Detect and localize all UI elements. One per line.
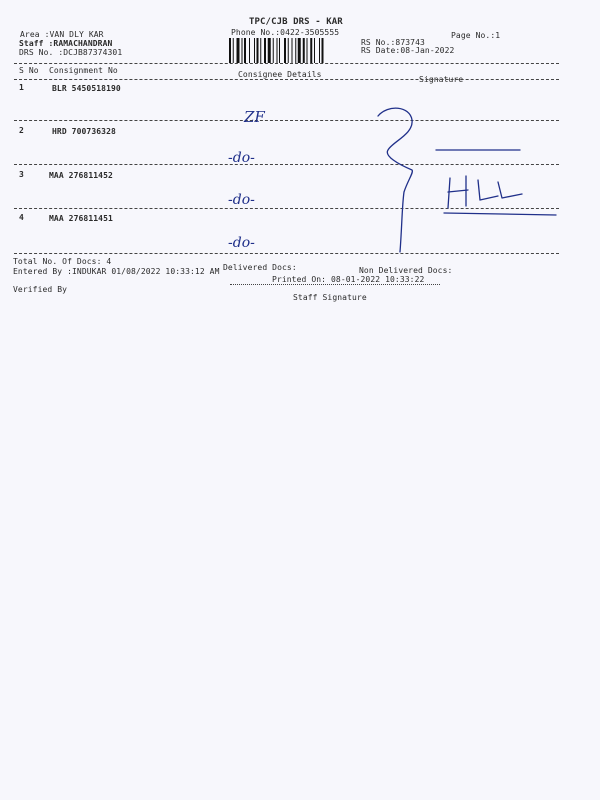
printed-on: Printed On: 08-01-2022 10:33:22: [272, 275, 425, 284]
barcode: [229, 38, 353, 63]
drs-number: DRS No. :DCJB87374301: [19, 48, 123, 57]
col-sno: S No: [19, 66, 39, 75]
phone-number: Phone No.:0422-3505555: [231, 28, 340, 37]
row-divider: [14, 253, 559, 254]
rs-number: RS No.:873743: [361, 38, 425, 47]
sheet-title: TPC/CJB DRS - KAR: [249, 17, 343, 27]
row-divider: [14, 120, 559, 121]
col-signature: Signature: [419, 75, 464, 84]
row-2-sno: 2: [19, 126, 24, 135]
rs-date: RS Date:08-Jan-2022: [361, 46, 455, 55]
area-label: Area :VAN DLY KAR: [20, 30, 104, 39]
total-docs: Total No. Of Docs: 4: [13, 257, 112, 266]
col-consignment: Consignment No: [49, 66, 118, 75]
row-divider: [14, 164, 559, 165]
row-3-consignment: MAA 276811452: [49, 171, 113, 180]
col-consignee: Consignee Details: [238, 70, 322, 79]
staff-signature: Staff Signature: [293, 293, 367, 302]
header-rule-top: [14, 63, 559, 64]
footer-rule: [230, 284, 440, 285]
header-rule-bottom: [14, 79, 559, 80]
handwritten-entry-4: -do-: [228, 235, 255, 251]
staff-name: RAMACHANDRAN: [53, 39, 113, 48]
delivered-docs: Delivered Docs:: [223, 263, 297, 272]
handwritten-entry-1: ZF: [244, 108, 265, 126]
row-1-sno: 1: [19, 83, 24, 92]
row-1-consignment: BLR 5450518190: [52, 84, 121, 93]
verified-by: Verified By: [13, 285, 68, 294]
page-number: Page No.:1: [451, 31, 501, 40]
row-4-sno: 4: [19, 213, 24, 222]
staff-line: [19, 39, 112, 48]
row-2-consignment: HRD 700736328: [52, 127, 116, 136]
row-3-sno: 3: [19, 170, 24, 179]
staff-prefix: Staff :: [19, 39, 54, 48]
handwritten-entry-2: -do-: [228, 150, 255, 166]
row-4-consignment: MAA 276811451: [49, 214, 113, 223]
non-delivered-docs: Non Delivered Docs:: [359, 266, 453, 275]
entered-by: Entered By :INDUKAR 01/08/2022 10:33:12 AM: [13, 267, 220, 276]
handwritten-entry-3: -do-: [228, 192, 255, 208]
row-divider: [14, 208, 559, 209]
